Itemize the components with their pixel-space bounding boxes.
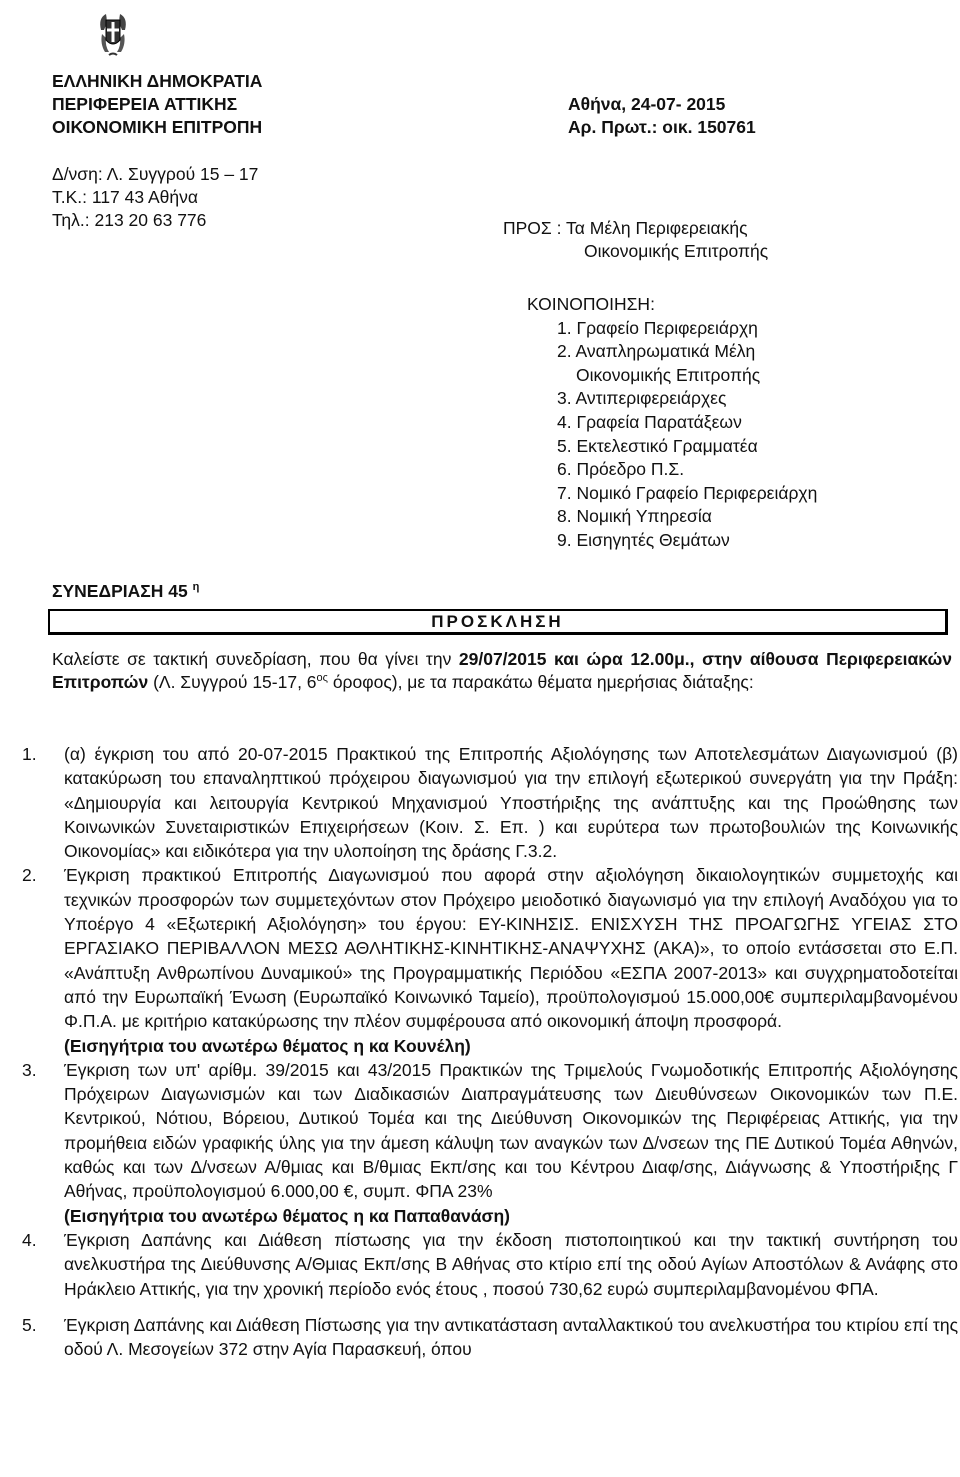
agenda-number: 4. (22, 1229, 37, 1250)
invitation-text (52, 648, 952, 694)
invitation-title: ΠΡΟΣΚΛΗΣΗ (431, 612, 564, 631)
agenda-text: (α) έγκριση του από 20-07-2015 Πρακτικού της Επιτροπής Αξιολόγησης των Αποτελεσμάτων Διαγωνισμού (β) κατακύρωση του επαναληπτικού πρόχειρου διαγωνισμού για την επιλογή εξωτερικού συνεργάτη για την Πράξη: «Δημιουργία και λειτουργία Κεντρικού Μηχανισμού Υποστήριξης της ανάπτυξης και της Προώθησης των Κοινωνικών Συνεταιριστικών Επιχειρήσεων (Κοιν. Σ. Επ. ) και ευρύτερα των πρωτοβουλιών της Κοινωνικής Οικονομίας» και ειδικότερα για την υλοποίηση της δράσης Γ.3.2. (64, 744, 958, 862)
agenda-text: Έγκριση πρακτικού Επιτροπής Διαγωνισμού που αφορά στην αξιολόγηση δικαιολογητικών συμμετοχής και τεχνικών προσφορών των συμμετεχόντων στον Πρόχειρο μειοδοτικό διαγωνισμό για την επιλογή Αναδόχου για το Υποέργο 4 «Εξωτερική Αξιολόγηση» του έργου: ΕΥ-ΚΙΝΗΣΙΣ. ΕΝΙΣΧΥΣΗ ΤΗΣ ΠΡΟΑΓΩΓΗΣ ΥΓΕΙΑΣ ΣΤΟ ΕΡΓΑΣΙΑΚΟ ΠΕΡΙΒΑΛΛΟΝ ΜΕΣΩ ΑΘΛΗΤΙΚΗΣ-ΚΙΝΗΤΙΚΗΣ-ΑΝΑΨΥΧΗΣ (ΑΚΑ)», το οποίο εντάσσεται στο Ε.Π. «Ανάπτυξη Ανθρωπίνου Δυναμικού» της Προγραμματικής Περιόδου «ΕΣΠΑ 2007-2013» και συγχρηματοδοτείται από την Ευρωπαϊκή Ένωση (Ευρωπαϊκό Κοινωνικό Ταμείο), προϋπολογισμού 15.000,00€ συμπεριλαμβανομένου Φ.Π.Α. με κριτήριο κατακύρωσης την πλέον συμφέρουσα από οικονομική άποψη προσφορά. (64, 865, 958, 1032)
committee-heading: ΟΙΚΟΝΟΜΙΚΗ ΕΠΙΤΡΟΠΗ (52, 117, 263, 137)
notification-list (527, 293, 817, 553)
phone: Τηλ.: 213 20 63 776 (52, 210, 207, 230)
agenda-number: 2. (22, 865, 37, 886)
country-heading: ΕΛΛΗΝΙΚΗ ΔΗΜΟΚΡΑΤΙΑ (52, 71, 263, 91)
notification-item: 8. Νομική Υπηρεσία (557, 506, 712, 527)
agenda-list (22, 742, 958, 1361)
notification-title: ΚΟΙΝΟΠΟΙΗΣΗ: (527, 294, 655, 314)
notification-item: 1. Γραφείο Περιφερειάρχη (557, 317, 758, 338)
agenda-text: Έγκριση Δαπάνης και Διάθεση πίστωσης για την έκδοση πιστοποιητικού και την τακτική συντήρηση του ανελκυστήρα της Διεύθυνσης Α/Θμιας Εκπ/σης Β Αθήνας στο κτίριο επί της οδού Αγίων Αποστόλων & Ανάφης στο Ηράκλειο Αττικής, για την χρονική περίοδο ενός έτους , ποσού 730,62 ευρώ συμπεριλαμβανομένου ΦΠΑ. (64, 1229, 958, 1299)
agenda-rapporteur: (Εισηγήτρια του ανωτέρω θέματος η κα Παπαθανάση) (64, 1205, 510, 1226)
agenda-number: 3. (22, 1059, 37, 1080)
notification-item: 9. Εισηγητές Θεμάτων (557, 529, 730, 550)
agenda-number: 1. (22, 744, 37, 764)
address: Δ/νση: Λ. Συγγρού 15 – 17 (52, 164, 259, 184)
agenda-item (22, 1228, 958, 1301)
postal-code: Τ.Κ.: 117 43 Αθήνα (52, 187, 199, 207)
invitation-text-b: (Λ. Συγγρού 15-17, 6 (148, 672, 317, 692)
notification-item: Οικονομικής Επιτροπής (576, 364, 761, 385)
invitation-text-c: όροφος), με τα παρακάτω θέματα ημερήσιας διάταξης: (327, 672, 754, 692)
agenda-item (22, 1313, 958, 1362)
agenda-item (22, 863, 958, 1057)
notification-item: 2. Αναπληρωματικά Μέλη (557, 341, 756, 362)
greek-emblem-logo (96, 8, 130, 58)
recipients-line-2: Οικονομικής Επιτροπής (584, 241, 769, 261)
agenda-text: Έγκριση των υπ' αρίθμ. 39/2015 και 43/2015 Πρακτικών της Τριμελούς Γνωμοδοτικής Επιτροπής Αξιολόγησης Πρόχειρων Διαγωνισμών και των Διαδικασιών Διαπραγμάτευσης των Διευθύνσεων Οικονομικών των Π.Ε. Κεντρικού, Νότιου, Βόρειου, Δυτικού Τομέα και της Διεύθυνση Οικονομικών της Περιφέρειας Αττικής, για την προμήθεια ειδών γραφικής ύλης για την άμεση κάλυψη των αναγκών των Δ/νσεων της ΠΕ Δυτικού Τομέα Αθηνών, καθώς και των Δ/νσεων Α/θμιας και Β/θμιας Εκπ/σης και του Κέντρου Διαφ/σης, Διάγνωσης & Υποστήριξης Γ Αθήνας, προϋπολογισμού 6.000,00 €, συμπ. ΦΠΑ 23% (64, 1059, 958, 1202)
meeting-number (52, 580, 199, 603)
notification-item: 5. Εκτελεστικό Γραμματέα (557, 435, 758, 456)
notification-item: 4. Γραφεία Παρατάξεων (557, 411, 742, 432)
invitation-text-a: Καλείστε σε τακτική συνεδρίαση, που θα γίνει την (52, 649, 459, 669)
region-heading: ΠΕΡΙΦΕΡΕΙΑ ΑΤΤΙΚΗΣ (52, 94, 238, 114)
agenda-item (22, 1058, 958, 1228)
agenda-item (22, 742, 958, 863)
agenda-number: 5. (22, 1314, 37, 1335)
invitation-sup: ος (316, 672, 328, 685)
protocol-number: Αρ. Πρωτ.: οικ. 150761 (568, 117, 756, 137)
document-date: Αθήνα, 24-07- 2015 (568, 94, 726, 114)
invitation-date-place: 29/07/2015 και ώρα 12.00μ., στην αίθουσα Περιφερειακών Επιτροπών (52, 649, 952, 692)
notification-item: 7. Νομικό Γραφείο Περιφερειάρχη (557, 482, 818, 503)
notification-item: 3. Αντιπεριφερειάρχες (557, 388, 727, 409)
meeting-sup: η (192, 581, 200, 594)
agenda-rapporteur: (Εισηγήτρια του ανωτέρω θέματος η κα Κουνέλη) (64, 1035, 471, 1056)
invitation-title-box (48, 609, 948, 635)
notification-item: 6. Πρόεδρο Π.Σ. (557, 459, 685, 480)
agenda-text: Έγκριση Δαπάνης και Διάθεση Πίστωσης για την αντικατάσταση ανταλλακτικού του ανελκυστήρα του κτιρίου επί της οδού Λ. Μεσογείων 372 στην Αγία Παρασκευή, όπου (64, 1314, 958, 1360)
meeting-label: ΣΥΝΕΔΡΙΑΣΗ 45 (52, 581, 188, 601)
recipients-line: ΠΡΟΣ : Τα Μέλη Περιφερειακής (503, 218, 748, 238)
